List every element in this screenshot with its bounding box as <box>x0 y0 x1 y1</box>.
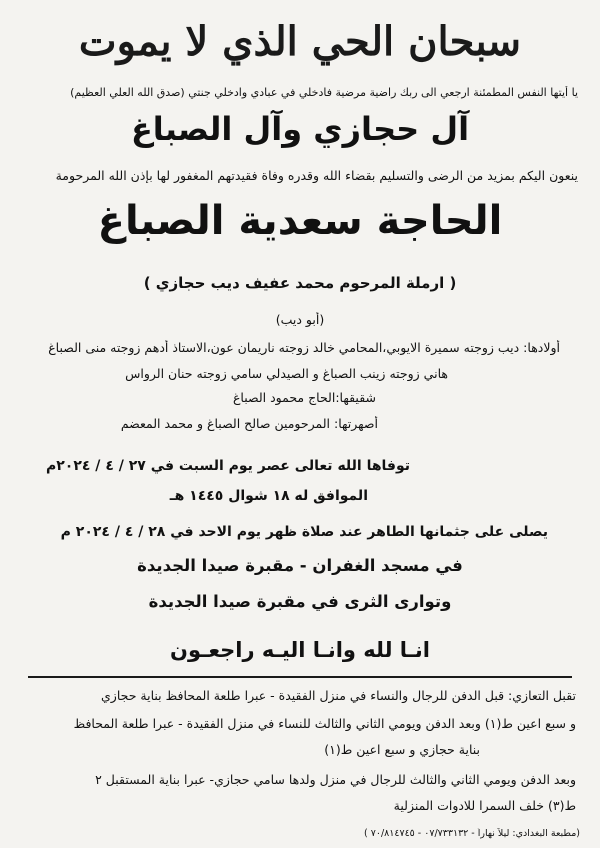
condolence-line-3: بناية حجازي و سبع اعين ط(١) <box>324 742 480 757</box>
condolence-line-2: و سبع اعين ط(١) وبعد الدفن ويومي الثاني والثالث للنساء في منزل الفقيدة - عبرا طلعة المحافظ <box>73 716 576 731</box>
header-calligraphy: سبحان الحي الذي لا يموت <box>78 18 522 65</box>
condolence-line-5: ط(٣) خلف السمرا للادوات المنزلية <box>393 798 576 813</box>
printer-footer: (مطبعة البغدادي: ليلاً نهاراً - ٠٧/٧٣٣١٣٢ - ٧٠/٨١٤٧٤٥ ) <box>364 828 580 839</box>
widow-of: ( ارملة المرحوم محمد عفيف ديب حجازي ) <box>143 274 457 292</box>
mosque-location: في مسجد الغفران - مقبرة صيدا الجديدة <box>137 556 463 575</box>
death-date: توفاها الله تعالى عصر يوم السبت في ٢٧ / ٤ / ٢٠٢٤م <box>45 458 410 474</box>
hijri-date: الموافق له ١٨ شوال ١٤٤٥ هـ <box>169 488 368 504</box>
condolence-line-4: وبعد الدفن ويومي الثاني والثالث للرجال في منزل ولدها سامي حجازي- عبرا بناية المستقبل ٢ <box>95 772 576 787</box>
brother-line: شقيقها:الحاج محمود الصباغ <box>232 390 376 405</box>
closing-verse: انـا لله وانـا اليـه راجعـون <box>170 638 430 662</box>
nickname: (أبو ديب) <box>275 312 325 327</box>
section-divider <box>28 676 572 678</box>
funeral-prayer: يصلى على جثمانها الطاهر عند صلاة ظهر يوم الاحد في ٢٨ / ٤ / ٢٠٢٤ م <box>60 524 548 540</box>
children-line-2: هاني زوجته زينب الصباغ و الصيدلي سامي زوجته حنان الرواس <box>125 366 448 381</box>
family-title: آل حجازي وآل الصباغ <box>130 110 470 148</box>
condolence-line-1: تقبل التعازي: قبل الدفن للرجال والنساء في منزل الفقيدة - عبرا طلعة المحافظ بناية حجازي <box>101 688 576 703</box>
deceased-name: الحاجة سعدية الصباغ <box>97 198 503 244</box>
quran-verse: يا أيتها النفس المطمئنة ارجعي الى ربك راضية مرضية فادخلي في عبادي وادخلي جنتي (صدق الله العلي العظيم) <box>70 86 578 99</box>
burial-location: وتوارى الثرى في مقبرة صيدا الجديدة <box>148 592 452 611</box>
announcement-intro: ينعون اليكم بمزيد من الرضى والتسليم بقضاء الله وقدره وفاة فقيدتهم المغفور لها بإذن الله المرحومة <box>55 168 578 183</box>
in-laws-line: أصهرتها: المرحومين صالح الصباغ و محمد المعضم <box>120 416 378 431</box>
children-line-1: أولادها: ديب زوجته سميرة الايوبي،المحامي خالد زوجته ناريمان عون،الاستاذ أدهم زوجته منى الصباغ <box>48 340 560 355</box>
